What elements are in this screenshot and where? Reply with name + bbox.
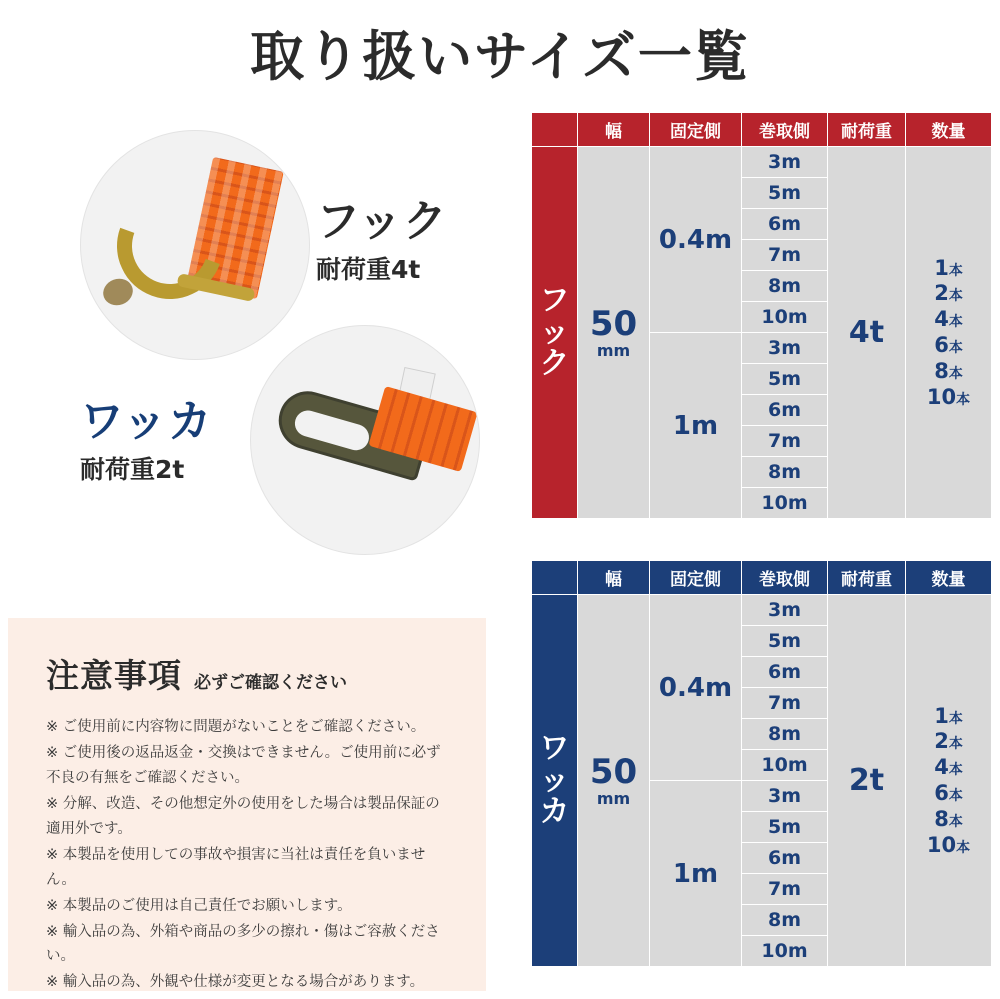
loop-eye-graphic (292, 407, 372, 453)
table-row (532, 147, 992, 178)
quantity-item: 2本 (934, 729, 963, 754)
spec-table-hook (531, 112, 992, 519)
column-header-1: 固定側 (650, 113, 742, 147)
cell-fixed-side: 0.4m (650, 147, 742, 333)
column-header-1: 固定側 (650, 561, 742, 595)
cell-fixed-side: 1m (650, 781, 742, 967)
table-row (532, 595, 992, 626)
notice-item: ※ 本製品のご使用は自己責任でお願いします。 (46, 897, 352, 914)
spec-table-loop (531, 560, 992, 967)
cell-roll-side: 8m (742, 905, 828, 936)
cell-roll-side: 5m (742, 178, 828, 209)
notice-header (46, 650, 452, 697)
cell-fixed-side: 1m (650, 333, 742, 519)
quantity-item: 4本 (934, 755, 963, 780)
cell-roll-side: 3m (742, 333, 828, 364)
notice-item: ※ 本製品を使用しての事故や損害に当社は責任を負いません。 (46, 846, 426, 888)
cell-roll-side: 10m (742, 936, 828, 967)
cell-roll-side: 10m (742, 488, 828, 519)
cell-roll-side: 7m (742, 688, 828, 719)
notice-subtitle: 必ずご確認ください (194, 673, 347, 693)
header-corner (532, 561, 578, 595)
column-header-3: 耐荷重 (828, 113, 906, 147)
row-group-label: ワ ッ カ (532, 595, 578, 967)
column-header-4: 数量 (906, 113, 992, 147)
cell-roll-side: 7m (742, 874, 828, 905)
column-header-2: 巻取側 (742, 113, 828, 147)
cell-roll-side: 3m (742, 147, 828, 178)
cell-roll-side: 3m (742, 595, 828, 626)
cell-roll-side: 8m (742, 457, 828, 488)
quantity-item: 2本 (934, 281, 963, 306)
column-header-3: 耐荷重 (828, 561, 906, 595)
quantity-item: 4本 (934, 307, 963, 332)
loop-label: ワッカ (80, 396, 213, 447)
hook-spec-table (531, 112, 992, 519)
table-header-row (532, 113, 992, 147)
loop-photo (250, 325, 480, 555)
cell-roll-side: 10m (742, 302, 828, 333)
column-header-0: 幅 (578, 113, 650, 147)
quantity-item: 10本 (926, 384, 971, 409)
cell-roll-side: 10m (742, 750, 828, 781)
notice-title: 注意事項 (46, 656, 182, 695)
hook-capacity-label: 耐荷重4t (316, 255, 421, 284)
cell-width: 50 mm (578, 595, 650, 967)
column-header-4: 数量 (906, 561, 992, 595)
loop-capacity-label: 耐荷重2t (80, 455, 185, 484)
quantity-item: 8本 (934, 806, 963, 831)
header-corner (532, 113, 578, 147)
cell-roll-side: 7m (742, 426, 828, 457)
cell-roll-side: 6m (742, 843, 828, 874)
cell-roll-side: 6m (742, 209, 828, 240)
notice-list (46, 715, 452, 995)
cell-roll-side: 8m (742, 719, 828, 750)
cell-fixed-side: 0.4m (650, 595, 742, 781)
notice-item: ※ 輸入品の為、外観や仕様が変更となる場合があります。 (46, 974, 425, 991)
loop-label-group (80, 396, 213, 486)
cell-width: 50 mm (578, 147, 650, 519)
quantity-item: 6本 (934, 333, 963, 357)
cell-roll-side: 8m (742, 271, 828, 302)
loop-spec-table (531, 560, 992, 967)
row-group-label: フ ッ ク (532, 147, 578, 519)
notice-item: ※ ご使用後の返品返金・交換はできません。ご使用前に必ず不良の有無をご確認ください。 (46, 744, 441, 786)
quantity-item: 1本 (934, 703, 963, 728)
table-header-row (532, 561, 992, 595)
notice-item: ※ ご使用前に内容物に問題がないことをご確認ください。 (46, 719, 426, 735)
hook-photo (80, 130, 310, 360)
quantity-item: 1本 (934, 255, 963, 280)
page-title: 取り扱いサイズ一覧 (250, 25, 750, 88)
cell-roll-side: 7m (742, 240, 828, 271)
hook-label: フック (316, 196, 448, 247)
notice-box (8, 618, 486, 991)
cell-roll-side: 5m (742, 812, 828, 843)
cell-load-capacity: 2t (828, 595, 906, 967)
cell-roll-side: 6m (742, 395, 828, 426)
cell-roll-side: 3m (742, 781, 828, 812)
cell-load-capacity: 4t (828, 147, 906, 519)
quantity-item: 6本 (934, 781, 963, 805)
column-header-0: 幅 (578, 561, 650, 595)
cell-roll-side: 6m (742, 657, 828, 688)
hook-label-group (316, 196, 448, 286)
cell-roll-side: 5m (742, 626, 828, 657)
notice-item: ※ 分解、改造、その他想定外の使用をした場合は製品保証の適用外です。 (46, 795, 440, 837)
quantity-list (906, 704, 991, 858)
product-photo-area (20, 110, 480, 580)
notice-item: ※ 輸入品の為、外箱や商品の多少の擦れ・傷はご容赦ください。 (46, 923, 440, 965)
quantity-item: 8本 (934, 358, 963, 383)
quantity-item: 10本 (926, 832, 971, 857)
cell-quantity (906, 595, 992, 967)
column-header-2: 巻取側 (742, 561, 828, 595)
cell-roll-side: 5m (742, 364, 828, 395)
quantity-list (906, 256, 991, 410)
cell-quantity (906, 147, 992, 519)
